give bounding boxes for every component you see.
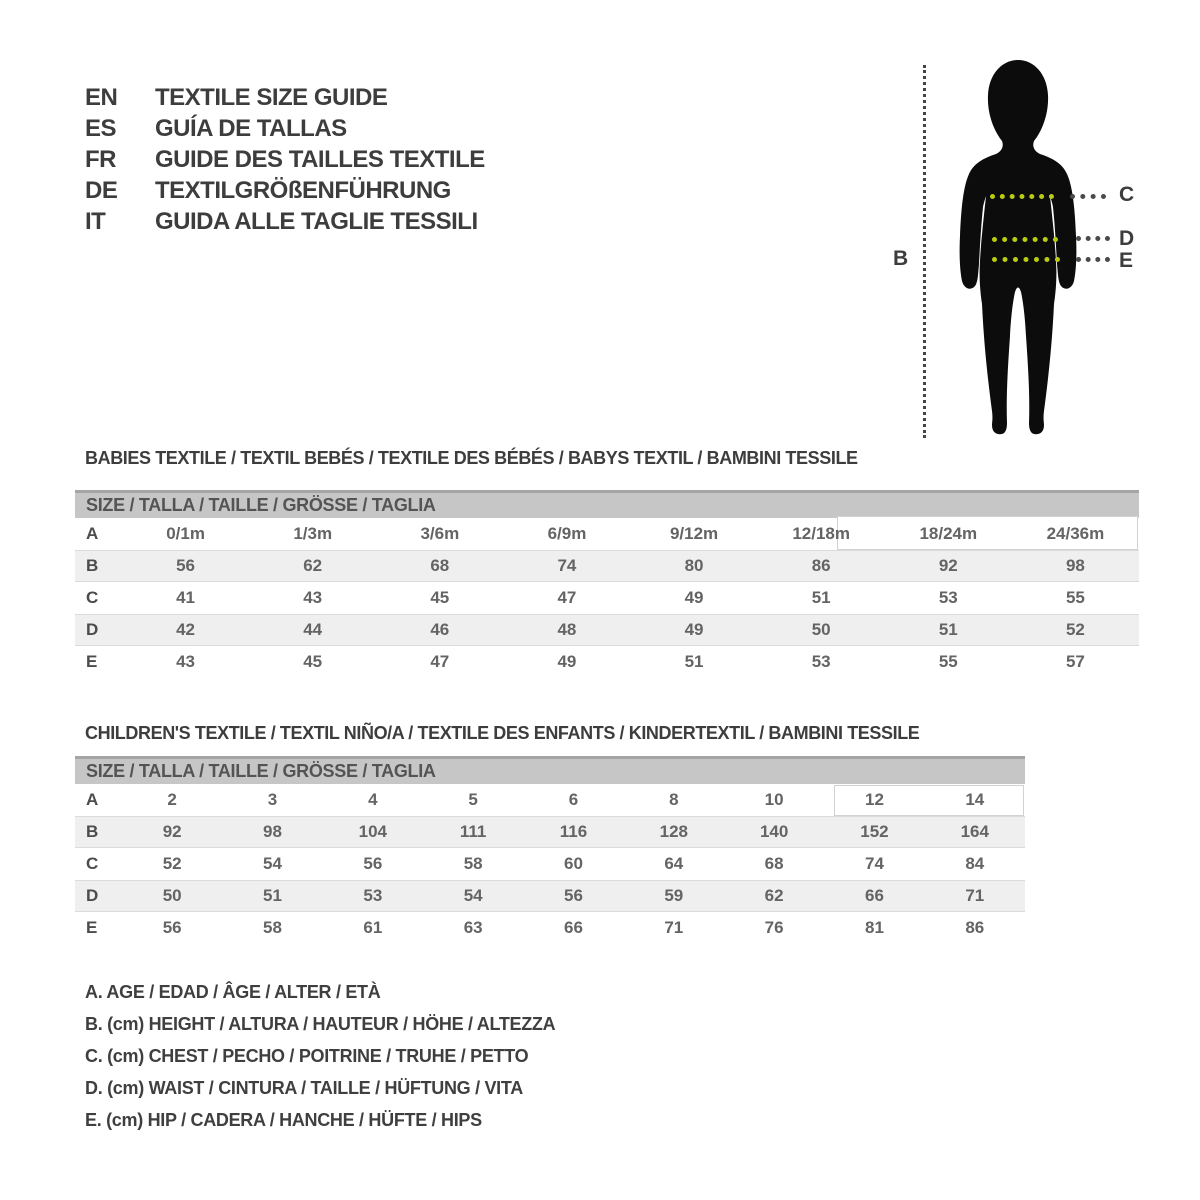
table-row [75, 816, 1025, 848]
table-cell: 47 [557, 588, 577, 607]
table-cell: 56 [176, 556, 196, 575]
table-cell: 71 [965, 886, 985, 905]
table-cell: 62 [303, 556, 323, 575]
table-cell: 56 [564, 886, 583, 905]
table-cell: 52 [1065, 620, 1085, 639]
hip-measure-line [992, 257, 1060, 262]
waist-measure-line [992, 237, 1058, 242]
table-cell: 49 [684, 620, 704, 639]
table-cell: 164 [960, 822, 989, 841]
table-cell: 53 [811, 652, 831, 671]
row-label: E [86, 652, 98, 671]
table-cell: 44 [303, 620, 323, 639]
table-cell: 6 [568, 790, 579, 809]
measurement-figure [0, 0, 1200, 450]
table-cell: 2 [167, 790, 177, 809]
row-label: A [86, 524, 99, 543]
table-cell: 81 [865, 918, 884, 937]
table-cell: 14 [965, 790, 985, 809]
table-cell: 152 [860, 822, 889, 841]
chest-label: C [1119, 183, 1135, 206]
table-row [75, 880, 1025, 912]
table-cell: 3 [267, 790, 278, 809]
table-cell: 47 [430, 652, 450, 671]
table-cell: 57 [1065, 652, 1085, 671]
table-cell: 8 [669, 790, 679, 809]
table-cell: 46 [430, 620, 450, 639]
table-cell: 50 [811, 620, 831, 639]
table-cell: 92 [162, 822, 182, 841]
table-cell: 24/36m [1046, 524, 1105, 543]
table-cell: 55 [1065, 588, 1085, 607]
table-cell: 6/9m [547, 524, 587, 543]
table-cell: 48 [557, 620, 577, 639]
table-cell: 63 [463, 918, 483, 937]
language-label: GUIDE DES TAILLES TEXTILE [155, 145, 485, 173]
table-cell: 84 [965, 854, 985, 873]
table-cell: 18/24m [919, 524, 978, 543]
table-cell: 51 [938, 620, 958, 639]
size-header-row: SIZE / TALLA / TAILLE / GRÖSSE / TAGLIA [75, 490, 1139, 518]
row-label: C [86, 854, 99, 873]
table-row [75, 784, 1025, 816]
table-cell: 12/18m [792, 524, 851, 543]
language-code: EN [85, 83, 118, 111]
size-header-row: SIZE / TALLA / TAILLE / GRÖSSE / TAGLIA [75, 756, 1025, 784]
child-silhouette-icon [930, 55, 1100, 445]
table-row [75, 518, 1139, 550]
table-cell: 74 [865, 854, 884, 873]
babies-table-rows [75, 518, 1139, 678]
table-row [75, 582, 1139, 614]
table-cell: 98 [1065, 556, 1085, 575]
table-cell: 128 [659, 822, 688, 841]
table-cell: 76 [764, 918, 784, 937]
table-row [75, 550, 1139, 582]
table-cell: 111 [459, 822, 487, 841]
table-cell: 49 [557, 652, 577, 671]
table-cell: 66 [865, 886, 884, 905]
table-cell: 53 [363, 886, 383, 905]
waist-pointer-line [1076, 236, 1110, 241]
children-size-table [75, 756, 1025, 944]
table-cell: 5 [468, 790, 478, 809]
table-cell: 92 [938, 556, 958, 575]
table-cell: 66 [564, 918, 583, 937]
babies-size-table [75, 490, 1139, 678]
row-label: C [86, 588, 99, 607]
table-cell: 10 [764, 790, 784, 809]
table-cell: 68 [764, 854, 784, 873]
legend-line: B. (cm) HEIGHT / ALTURA / HAUTEUR / HÖHE / ALTEZZA [85, 1014, 556, 1034]
measurement-legend [85, 976, 555, 1136]
table-cell: 60 [564, 854, 583, 873]
table-cell: 58 [463, 854, 483, 873]
chest-measure-line [990, 194, 1054, 199]
legend-line: D. (cm) WAIST / CINTURA / TAILLE / HÜFTUNG / VITA [85, 1078, 523, 1098]
table-cell: 116 [559, 822, 588, 841]
table-cell: 3/6m [420, 524, 460, 543]
table-cell: 53 [938, 588, 958, 607]
hip-pointer-line [1076, 257, 1110, 262]
legend-line: A. AGE / EDAD / ÂGE / ALTER / ETÀ [85, 982, 381, 1002]
table-row [75, 912, 1025, 944]
table-cell: 49 [684, 588, 704, 607]
table-cell: 50 [162, 886, 182, 905]
language-label: TEXTILGRÖßENFÜHRUNG [155, 176, 451, 204]
table-cell: 54 [263, 854, 282, 873]
language-code: DE [85, 176, 118, 204]
table-cell: 9/12m [669, 524, 719, 543]
table-cell: 74 [557, 556, 577, 575]
table-cell: 45 [303, 652, 323, 671]
table-cell: 51 [263, 886, 282, 905]
table-row [75, 848, 1025, 880]
table-cell: 51 [684, 652, 704, 671]
table-cell: 56 [162, 918, 182, 937]
language-code: FR [85, 145, 116, 173]
waist-label: D [1119, 227, 1135, 250]
table-cell: 59 [664, 886, 684, 905]
table-cell: 86 [965, 918, 985, 937]
table-cell: 71 [664, 918, 684, 937]
table-row [75, 614, 1139, 646]
legend-line: C. (cm) CHEST / PECHO / POITRINE / TRUHE / PETTO [85, 1046, 529, 1066]
language-label: TEXTILE SIZE GUIDE [155, 83, 388, 111]
table-cell: 86 [811, 556, 831, 575]
table-cell: 98 [263, 822, 282, 841]
table-cell: 58 [263, 918, 282, 937]
language-code: IT [85, 207, 106, 235]
table-cell: 45 [430, 588, 450, 607]
table-cell: 80 [684, 556, 704, 575]
table-cell: 1/3m [293, 524, 333, 543]
language-label: GUÍA DE TALLAS [155, 114, 347, 142]
row-label: D [86, 886, 99, 905]
table-cell: 43 [303, 588, 323, 607]
table-cell: 64 [664, 854, 684, 873]
legend-line: E. (cm) HIP / CADERA / HANCHE / HÜFTE / HIPS [85, 1110, 482, 1130]
row-label: B [86, 822, 99, 841]
height-measure-line [923, 65, 926, 438]
table-cell: 42 [176, 620, 196, 639]
table-cell: 51 [811, 588, 831, 607]
children-table-rows [75, 784, 1025, 944]
table-cell: 4 [368, 790, 378, 809]
height-label: B [893, 247, 909, 270]
row-label: E [86, 918, 98, 937]
children-section-title: CHILDREN'S TEXTILE / TEXTIL NIÑO/A / TEXTILE DES ENFANTS / KINDERTEXTIL / BAMBINI TESSILE [85, 723, 920, 743]
language-code: ES [85, 114, 117, 142]
table-cell: 56 [363, 854, 383, 873]
chest-pointer-line [1070, 194, 1106, 199]
row-label: D [86, 620, 99, 639]
table-cell: 104 [358, 822, 387, 841]
table-cell: 52 [162, 854, 182, 873]
table-cell: 140 [759, 822, 789, 841]
table-cell: 0/1m [166, 524, 205, 543]
table-cell: 43 [176, 652, 196, 671]
language-label: GUIDA ALLE TAGLIE TESSILI [155, 207, 478, 235]
table-cell: 62 [764, 886, 784, 905]
babies-section-title: BABIES TEXTILE / TEXTIL BEBÉS / TEXTILE DES BÉBÉS / BABYS TEXTIL / BAMBINI TESSILE [85, 448, 858, 468]
table-cell: 68 [430, 556, 450, 575]
table-cell: 55 [938, 652, 958, 671]
table-row [75, 646, 1139, 678]
table-cell: 54 [463, 886, 483, 905]
hip-label: E [1119, 249, 1134, 272]
table-cell: 61 [363, 918, 383, 937]
table-cell: 41 [176, 588, 196, 607]
table-cell: 12 [865, 790, 884, 809]
row-label: B [86, 556, 99, 575]
row-label: A [86, 790, 99, 809]
